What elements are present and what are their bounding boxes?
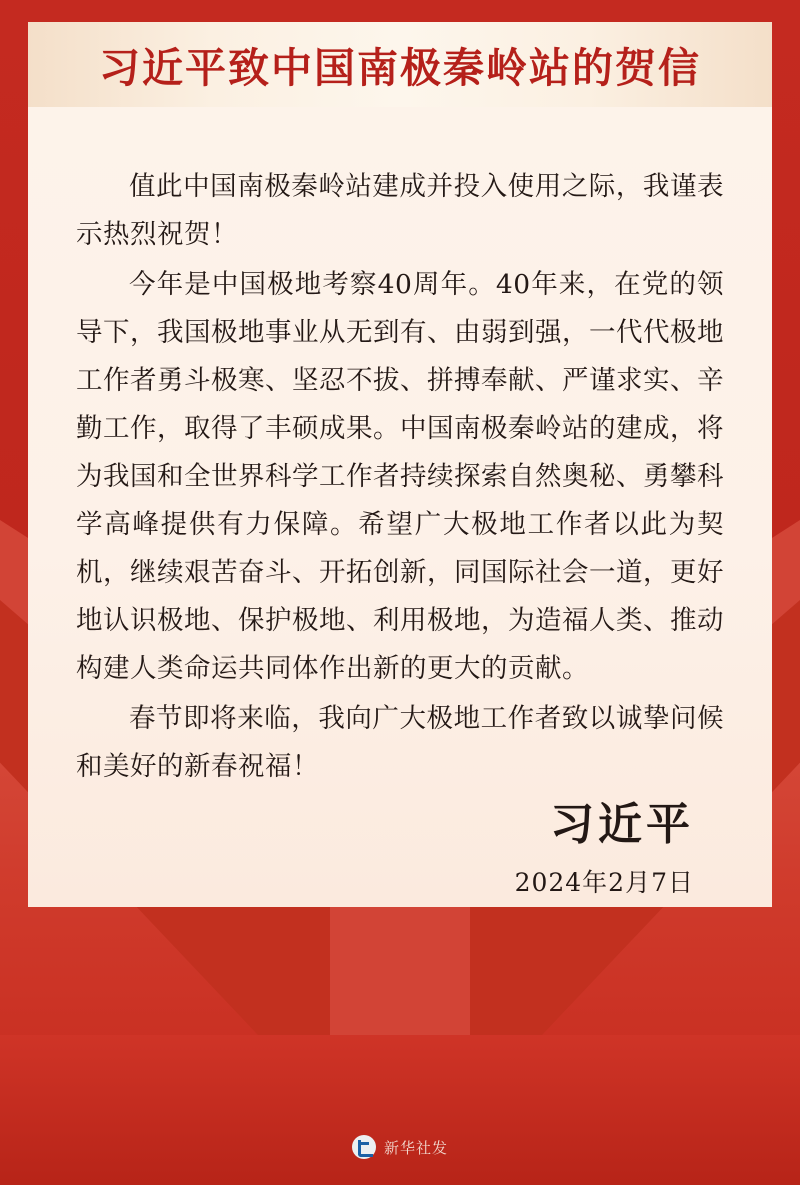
page-title: 习近平致中国南极秦岭站的贺信 (99, 44, 701, 92)
envelope-bottom-band (0, 1035, 800, 1185)
signature-date: 2024年2月7日 (514, 868, 694, 897)
letter-paragraph-1: 值此中国南极秦岭站建成并投入使用之际，我谨表示热烈祝贺！ (76, 171, 724, 250)
footer-credit (0, 1135, 800, 1159)
header-band (28, 22, 772, 107)
signature-block (394, 797, 694, 899)
letter-paragraph-3: 春节即将来临，我向广大极地工作者致以诚挚问候和美好的新春祝福！ (76, 703, 724, 782)
letter-sheet (28, 107, 772, 907)
signature-name: 习近平 (550, 799, 694, 850)
letter-paragraph-2: 今年是中国极地考察40周年。40年来，在党的领导下，我国极地事业从无到有、由弱到强，一代代极地工作者勇斗极寒、坚忍不拔、拼搏奉献、严谨求实、辛勤工作，取得了丰硕成果。中国南极秦岭站的建成，将为我国和全世界科学工作者持续探索自然奥秘、勇攀科学高峰提供有力保障。希望广大极地工作者以此为契机，继续艰苦奋斗、开拓创新，同国际社会一道，更好地认识极地、保护极地、利用极地，为造福人类、推动构建人类命运共同体作出新的更大的贡献。 (76, 269, 724, 684)
footer-credit-text: 新华社发 (383, 1138, 448, 1157)
xinhua-logo-icon (352, 1135, 376, 1159)
